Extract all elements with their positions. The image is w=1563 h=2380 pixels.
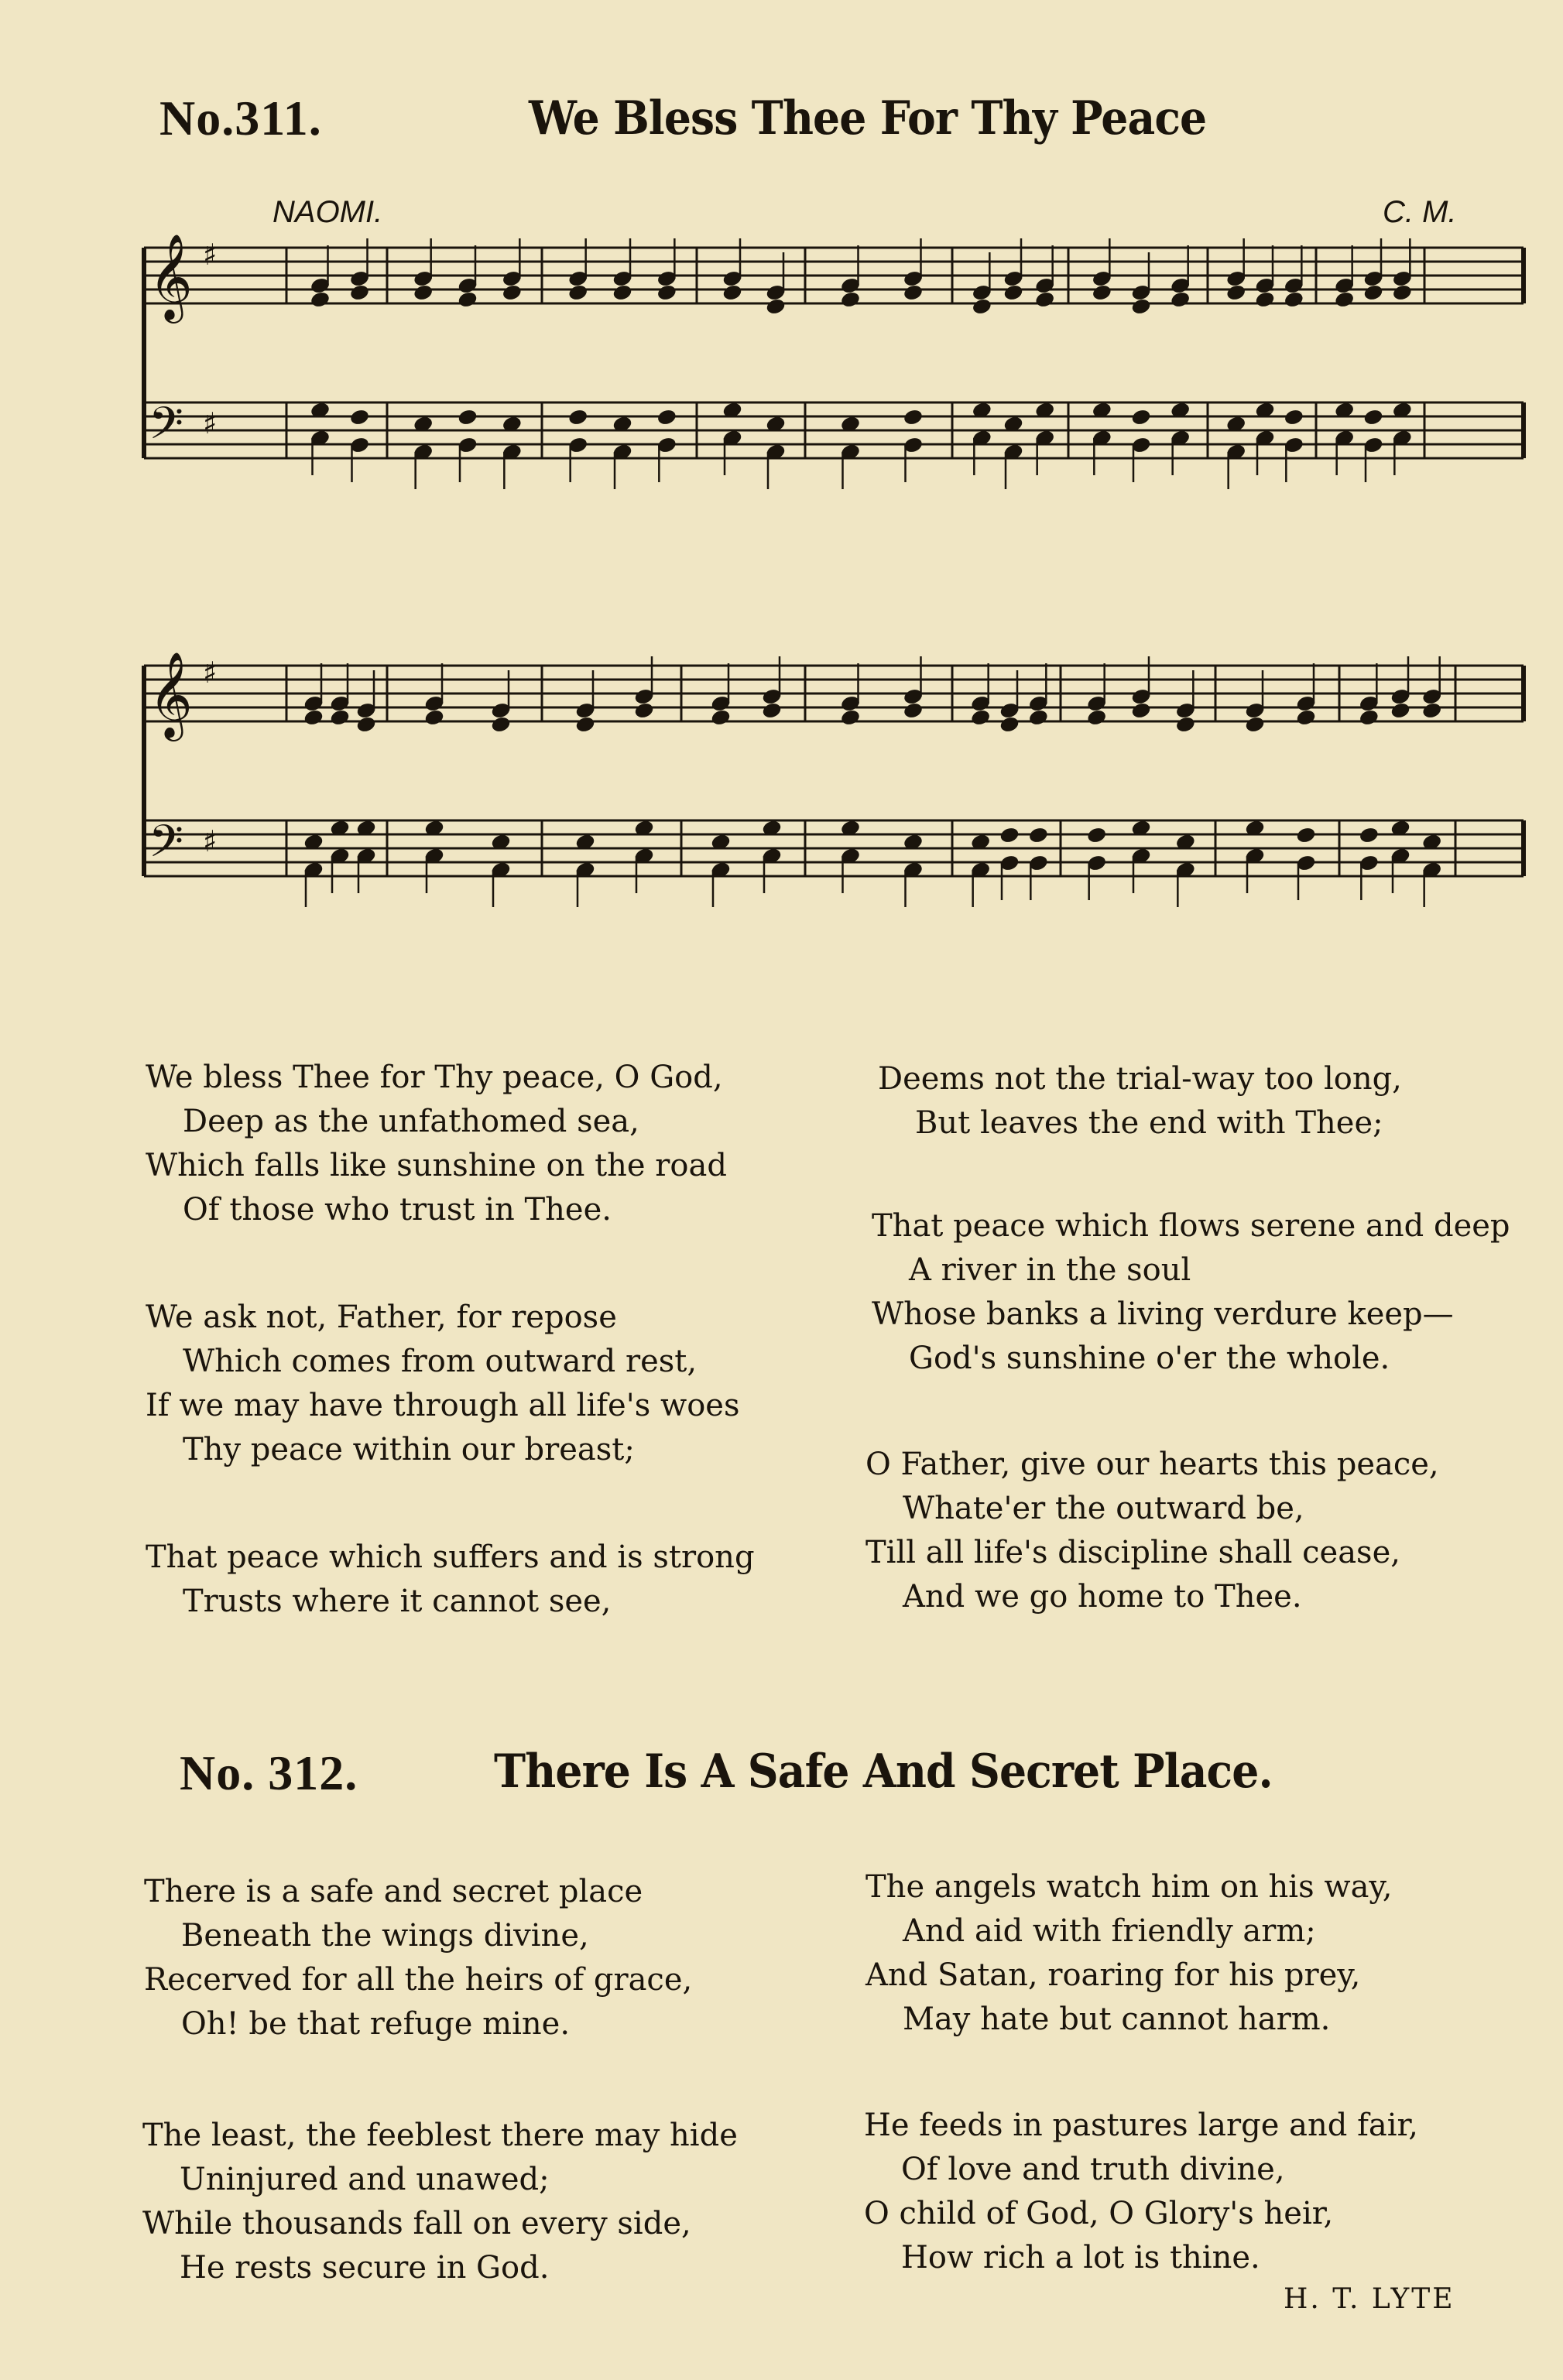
note-head [766,298,786,316]
hymn-311-stanza-3a: That peace which suffers and is strong Trusts where it cannot see, [146,1539,755,1619]
note-head [903,702,923,720]
note-head [1175,716,1195,734]
note-head [1390,702,1410,720]
bass-clef-icon: 𝄢 [149,397,184,461]
note-head [1255,291,1275,309]
hymn-311-stanza-2: We ask not, Father, for repose Which comes from outward rest, If we may have through all life's woes Thy peace within our breast; [146,1300,740,1467]
hymn-311-number: No.311. [159,91,322,146]
sharp-icon: ♯ [203,238,218,272]
note-head [1296,827,1316,844]
note-head [972,298,992,316]
hymn-312-number: No. 312. [180,1745,358,1800]
note-head [1422,702,1442,720]
tune-name: NAOMI. [272,195,383,229]
note-head [999,716,1020,734]
note-head [1245,716,1265,734]
note-head [424,709,444,727]
notes [149,233,1412,489]
note-head [491,716,511,734]
note-head [903,409,923,426]
staff-lines [144,248,1524,458]
hymn-312-stanza-2: The least, the feeblest there may hide Uninjured and unawed; While thousands fall on every side, He rests secure in God. [142,2118,738,2286]
note-head [840,291,860,309]
note-head [1131,702,1151,720]
note-head [1363,284,1383,302]
hymn-311-stanza-1: We bless Thee for Thy peace, O God, Deep as the unfathomed sea, Which falls like sunshine on the road Of those who trust in Thee. [146,1060,727,1228]
sharp-icon: ♯ [203,656,218,690]
hymn-311-stanza-3b: Deems not the trial-way too long, But leaves the end with Thee; [878,1061,1402,1141]
note-head [568,284,588,302]
staff-lines [144,666,1524,876]
note-head [656,284,677,302]
treble-clef-icon: 𝄞 [149,651,193,738]
note-head [999,827,1020,844]
note-head [1359,709,1379,727]
note-head [840,709,860,727]
music-score-system-2 [0,642,1563,952]
hymn-311-title: We Bless Thee For Thy Peace [529,91,1207,146]
note-head [413,284,434,302]
hymn-311-stanza-5: O Father, give our hearts this peace, Whate'er the outward be, Till all life's discipline shall cease, And we go home to Thee. [865,1447,1439,1615]
sharp-icon: ♯ [203,406,218,440]
note-head [1296,709,1316,727]
note-head [1392,284,1412,302]
note-head [722,284,742,302]
note-head [458,291,478,309]
note-head [310,291,330,309]
hymn-312-title: There Is A Safe And Secret Place. [494,1745,1273,1799]
music-score-system-1 [0,224,1563,534]
note-head [1087,827,1107,844]
note-head [502,284,522,302]
note-head [1363,409,1383,426]
hymn-312-stanza-3: The angels watch him on his way, And aid with friendly arm; And Satan, roaring for his prey, May hate but cannot harm. [865,1869,1393,2037]
note-head [1284,291,1304,309]
note-head [1003,284,1023,302]
note-head [1359,827,1379,844]
note-head [1131,298,1151,316]
note-head [575,716,595,734]
note-head [1092,284,1112,302]
note-head [762,702,782,720]
note-head [349,284,369,302]
hymn-312-stanza-4: He feeds in pastures large and fair, Of love and truth divine, O child of God, O Glory's heir, How rich a lot is thine. [864,2108,1418,2276]
hymn-311-stanza-4: That peace which flows serene and deep A river in the soul Whose banks a living verdure keep— God's sunshine o'er the whole. [872,1208,1510,1376]
treble-clef-icon: 𝄞 [149,233,193,320]
note-head [612,284,632,302]
note-head [356,716,376,734]
note-head [1087,709,1107,727]
note-head [1171,291,1191,309]
note-head [1131,409,1151,426]
note-head [971,709,991,727]
note-head [303,709,324,727]
note-head [1035,291,1055,309]
note-head [1335,291,1355,309]
note-head [634,702,654,720]
note-head [711,709,731,727]
note-head [568,409,588,426]
note-head [1284,409,1304,426]
note-head [1028,827,1048,844]
author-credit: H. T. LYTE [1284,2283,1455,2315]
sharp-icon: ♯ [203,824,218,858]
notes [149,651,1442,907]
note-head [1028,709,1048,727]
note-head [1226,284,1246,302]
bass-clef-icon: 𝄢 [149,815,184,878]
meter-label: C. M. [1383,195,1457,229]
hymn-312-stanza-1: There is a safe and secret place Beneath the wings divine, Recerved for all the heirs of grace, Oh! be that refuge mine. [144,1874,693,2042]
note-head [349,409,369,426]
note-head [656,409,677,426]
note-head [903,284,923,302]
note-head [330,709,350,727]
note-head [458,409,478,426]
